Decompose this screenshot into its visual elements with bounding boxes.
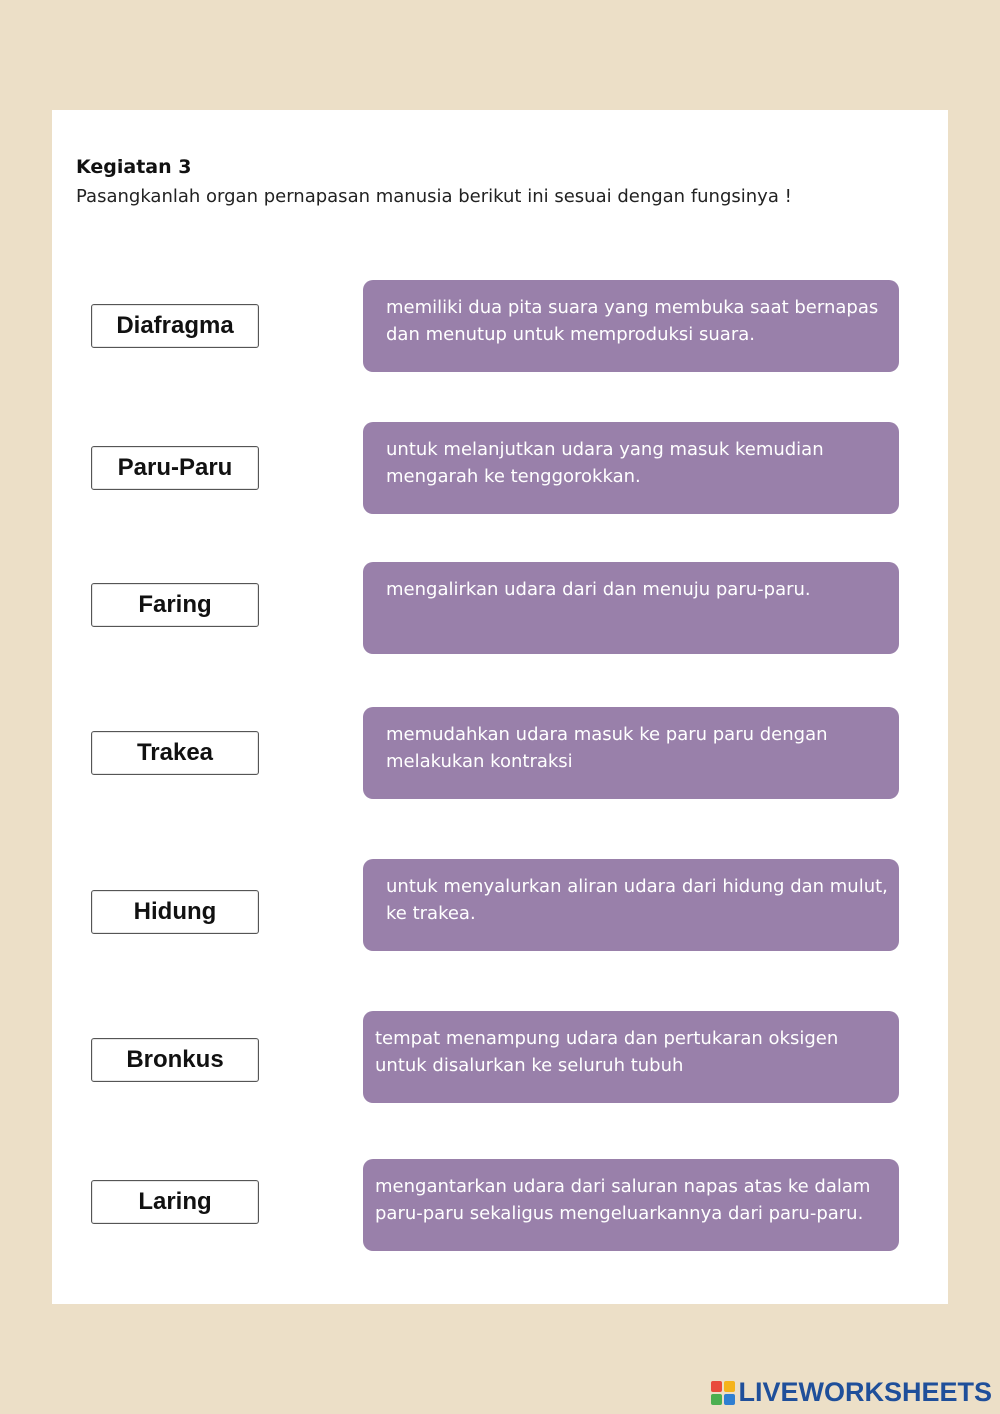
logo-text: LIVEWORKSHEETS — [738, 1377, 992, 1407]
function-box-6[interactable]: tempat menampung udara dan pertukaran oksigen untuk disalurkan ke seluruh tubuh — [363, 1011, 899, 1103]
liveworksheets-logo-icon — [711, 1381, 735, 1405]
organ-item-faring[interactable]: Faring — [91, 583, 259, 627]
logo-square-yellow — [724, 1381, 735, 1392]
organ-item-laring[interactable]: Laring — [91, 1180, 259, 1224]
function-box-5[interactable]: untuk menyalurkan aliran udara dari hidung dan mulut, ke trakea. — [363, 859, 899, 951]
function-box-1[interactable]: memiliki dua pita suara yang membuka saat bernapas dan menutup untuk memproduksi suara. — [363, 280, 899, 372]
logo-square-blue — [724, 1394, 735, 1405]
organ-item-bronkus[interactable]: Bronkus — [91, 1038, 259, 1082]
logo-square-green — [711, 1394, 722, 1405]
organ-item-diafragma[interactable]: Diafragma — [91, 304, 259, 348]
activity-title: Kegiatan 3 — [76, 156, 192, 178]
organ-item-hidung[interactable]: Hidung — [91, 890, 259, 934]
function-box-3[interactable]: mengalirkan udara dari dan menuju paru-paru. — [363, 562, 899, 654]
function-box-2[interactable]: untuk melanjutkan udara yang masuk kemudian mengarah ke tenggorokkan. — [363, 422, 899, 514]
activity-instruction: Pasangkanlah organ pernapasan manusia berikut ini sesuai dengan fungsinya ! — [76, 186, 792, 207]
organ-item-paru-paru[interactable]: Paru-Paru — [91, 446, 259, 490]
function-box-7[interactable]: mengantarkan udara dari saluran napas atas ke dalam paru-paru sekaligus mengeluarkannya dari paru-paru. — [363, 1159, 899, 1251]
liveworksheets-logo — [711, 1377, 992, 1408]
logo-square-red — [711, 1381, 722, 1392]
function-box-4[interactable]: memudahkan udara masuk ke paru paru dengan melakukan kontraksi — [363, 707, 899, 799]
organ-item-trakea[interactable]: Trakea — [91, 731, 259, 775]
